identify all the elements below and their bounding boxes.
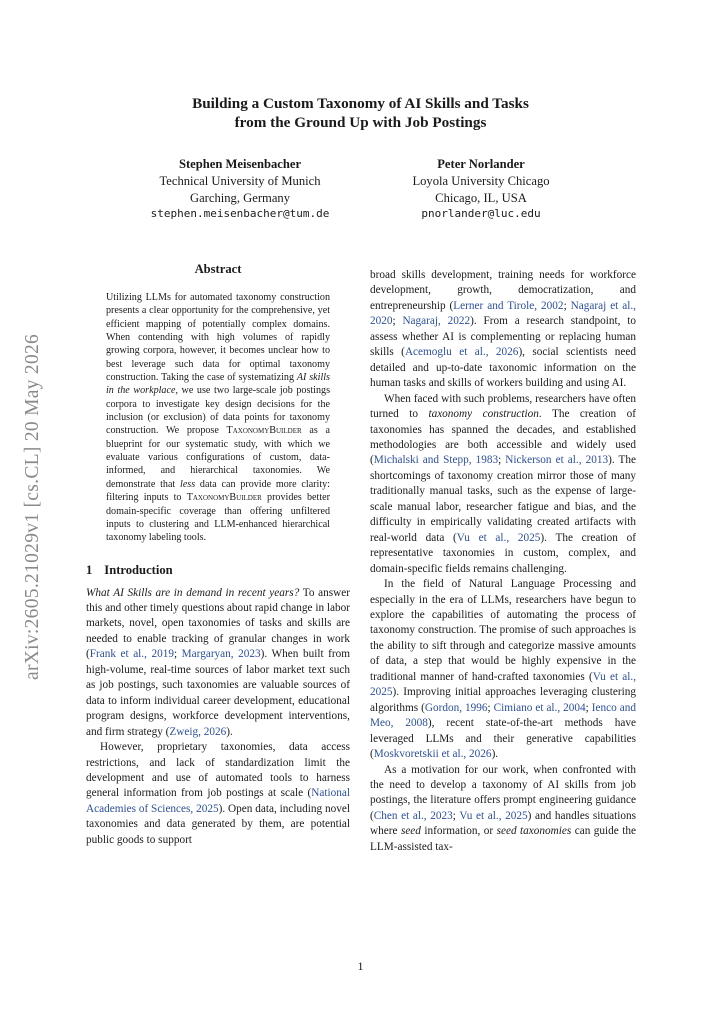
body-text: ). [491,748,499,761]
author-location: Chicago, IL, USA [435,190,527,205]
citation-link[interactable]: Michalski and Stepp, 1983 [373,454,499,467]
citation-link[interactable]: Vu et al., 2025 [456,531,541,544]
author-email: stephen.meisenbacher@tum.de [150,207,330,221]
author-block-2 [341,156,621,223]
citation-link[interactable]: Cimiano et al., 2004 [493,701,586,714]
citation-link[interactable]: Nickerson et al., 2013 [505,454,609,467]
paper-title [0,94,721,132]
intro-paragraph-2-continued [370,268,636,392]
citation-link[interactable]: Nagaraj, 2022 [402,315,471,328]
body-text: ). The creation of representative taxonomies in custom, complex, and domain-specific fields remains challenging. [370,531,636,575]
abstract-text [106,291,330,545]
author-email: pnorlander@luc.edu [421,207,541,221]
body-text: ). From a research standpoint, to assess whether AI is complementing or replacing human skills ( [370,315,636,359]
abstract-part: provides better domain-specific coverage than offering unfiltered inputs to clustering and LLM-enhanced hierarchical taxonomy labeling tools. [106,492,330,544]
body-text: can guide the LLM-assisted tax- [370,825,636,853]
citation-link[interactable]: Zweig, 2026 [169,725,227,738]
body-text: . The creation of taxonomies has spanned the decades, and established methodologies are both accessible and widely used ( [370,408,636,467]
body-text: ) and handles situations where [370,809,637,838]
body-text: ; [585,701,592,714]
body-text: ; [173,648,182,661]
abstract-emphasis: less [180,478,196,490]
author-affiliation: Loyola University Chicago [412,173,550,188]
section-title: Introduction [104,562,173,577]
body-text: ). Improving initial approaches leveraging clustering algorithms ( [370,686,636,714]
author-block-1 [100,156,380,223]
tool-name: TaxonomyBuilder [226,425,302,437]
author-affiliation: Technical University of Munich [159,173,321,188]
citation-link[interactable]: Moskvoretskii et al., 2026 [373,748,492,761]
citation-link[interactable]: Gordon, 1996 [424,701,488,714]
body-text: To answer this and other timely questions about rapid change in labor markets, novel, open taxonomies of tasks and skills are needed to enable tracking of granular changes in work ( [86,586,351,661]
author-location: Garching, Germany [189,190,290,205]
left-column [86,262,350,848]
arxiv-stamp: arXiv:2605.21029v1 [cs.CL] 20 May 2026 [22,333,43,680]
emphasis-text: seed taxonomies [496,825,572,838]
abstract-part: data can provide more clarity: filtering inputs to [106,478,330,504]
citation-link[interactable]: Nagaraj et al., 2020 [370,299,636,328]
body-text: ), recent state-of-the-art methods have leveraged LLMs and their generative capabilities ( [370,717,636,761]
section-number: 1 [86,562,93,577]
citation-link[interactable]: Acemoglu et al., 2026 [404,346,519,359]
emphasis-text: taxonomy construction [428,408,539,421]
body-text: ), social scientists need detailed and up-to-date taxonomic information on the human tasks and skills of workers building and using AI. [370,346,636,390]
body-text: information, or [420,825,497,838]
page-number: 1 [357,959,364,973]
intro-paragraph-2 [86,740,350,848]
citation-link[interactable]: Ienco and Meo, 2008 [370,701,636,730]
body-text: As a motivation for our work, when confronted with the need to develop a taxonomy of AI skills from job postings, the literature offers prompt engineering guidance ( [370,763,636,822]
citation-link[interactable]: Vu et al., 2025 [370,670,637,699]
title-line-2: from the Ground Up with Job Postings [234,114,487,131]
author-name: Peter Norlander [437,157,525,171]
section-heading [86,563,350,578]
body-text: ; [487,701,494,714]
abstract-emphasis: AI skills in the workplace [106,372,330,397]
right-column [370,268,636,855]
citation-link[interactable]: Vu et al., 2025 [459,809,528,822]
body-text: When faced with such problems, researchers have often turned to [370,392,636,421]
citation-link[interactable]: National Academies of Sciences, 2025 [86,787,350,815]
body-text: However, proprietary taxonomies, data access restrictions, and lack of standardization limit the development and use of automated tools to harness general information from job postings at scale ( [86,741,350,800]
intro-paragraph-3 [370,392,636,577]
abstract-part: Utilizing LLMs for automated taxonomy construction presents a clear opportunity for the comprehensive, yet efficient mapping of potentially complex domains. When contending with high volumes of rapidly growing corpora, however, it becomes unclear how to best leverage such data for optimal taxonomy construction. Taking the case of systematizing [106,292,330,384]
intro-paragraph-5 [370,763,636,856]
author-name: Stephen Meisenbacher [178,157,302,171]
body-text: ; [452,809,460,822]
citation-link[interactable]: Chen et al., 2023 [373,809,453,822]
body-text: ). When built from high-volume, real-time sources of labor market text such as job postings, such taxonomies are valuable sources of data to inform individual career development, educational program designs, workforce development interventions, and firm strategy ( [86,648,350,738]
body-text: ). The shortcomings of taxonomy creation mirror those of many traditionally manual tasks, such as the expense of large-scale manual labor, researcher fatigue and bias, and the difficulty in empirically validating created artifacts with real-world data ( [370,454,636,544]
abstract-part: as a blueprint for our systematic study, with which we evaluate various configurations of custom, data-informed, and hierarchical taxonomies. We demonstrate that [106,425,330,490]
emphasis-text: seed [400,825,421,838]
citation-link[interactable]: Lerner and Tirole, 2002 [453,299,564,312]
emphasis-text: What AI Skills are in demand in recent years? [86,586,300,599]
tool-name: TaxonomyBuilder [186,492,262,504]
body-text: In the field of Natural Language Processing and especially in the era of LLMs, researchers have begun to explore the capabilities of automating the process of taxonomy construction. The promise of such approaches is the ability to sift through and categorize massive amounts of data, a step that would be highly expensive in the traditional manner of hand-crafted taxonomies ( [370,578,636,683]
intro-paragraph-1 [86,586,350,741]
body-text: ; [563,299,571,312]
citation-link[interactable]: Margaryan, 2023 [181,648,261,661]
body-text: ; [498,454,506,467]
intro-paragraph-4 [370,577,636,762]
body-text: ). Open data, including novel taxonomies and data generated by them, are potential public goods to support [86,802,350,846]
body-text: broad skills development, training needs for workforce development, growth, democratization, and entrepreneurship ( [370,269,636,312]
body-text: ; [392,315,403,328]
title-line-1: Building a Custom Taxonomy of AI Skills and Tasks [192,95,529,112]
body-text: ). [226,725,233,738]
abstract-part: , we use two large-scale job postings corpora to investigate key design decisions for the inclusion (or exclusion) of data points for taxonomy construction. We propose [106,385,330,437]
abstract-heading: Abstract [194,262,242,276]
citation-link[interactable]: Frank et al., 2019 [89,648,174,661]
